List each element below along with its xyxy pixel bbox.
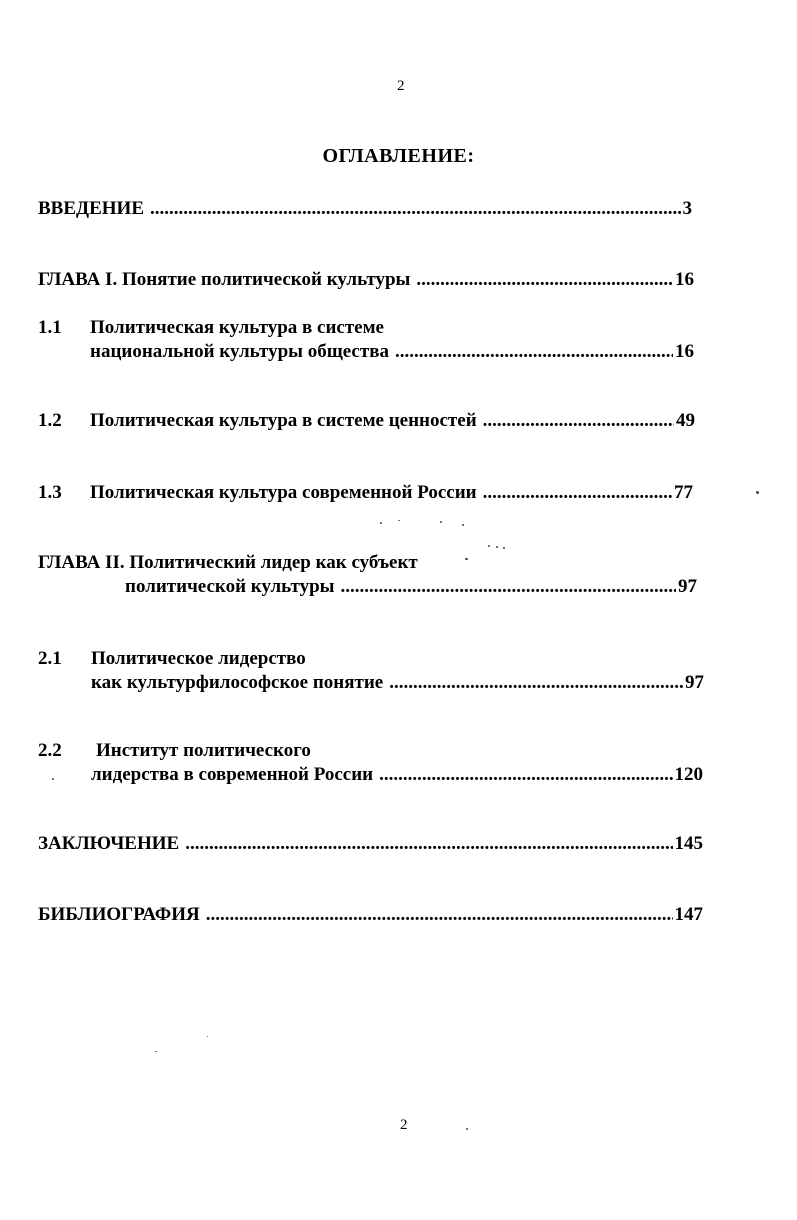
toc-entry-label: ЗАКЛЮЧЕНИЕ	[38, 833, 180, 854]
page-number-bottom: 2	[400, 1117, 408, 1133]
toc-entry-label: ГЛАВА I. Понятие политической культуры	[38, 269, 411, 290]
toc-entry-1-1[interactable]	[90, 340, 694, 364]
toc-entry-label: Политическая культура современной России	[90, 482, 477, 503]
toc-entry-page: 16	[675, 341, 694, 362]
toc-entry-number: 2.2	[38, 740, 62, 761]
toc-entry-2-2-first-line	[38, 739, 311, 763]
toc-entry-page: 77	[674, 482, 693, 503]
scan-speck	[496, 546, 498, 548]
toc-entry-number: 1.1	[38, 317, 62, 338]
scan-speck	[380, 522, 382, 524]
toc-entry-1-1-first-line	[38, 316, 384, 340]
scan-speck	[756, 491, 759, 494]
toc-entry-page: 147	[674, 904, 703, 925]
toc-leader-dots	[379, 763, 672, 787]
toc-leader-dots	[483, 409, 674, 433]
toc-entry-page: 49	[676, 410, 695, 431]
toc-leader-dots	[185, 832, 672, 856]
toc-entry-conclusion[interactable]	[38, 832, 703, 856]
toc-entry-number: 2.1	[38, 648, 62, 669]
toc-entry-page: 120	[674, 764, 703, 785]
scan-speck	[466, 1128, 468, 1130]
toc-entry-1-2[interactable]	[38, 409, 695, 433]
scan-speck	[155, 1051, 157, 1052]
toc-leader-dots	[389, 671, 683, 695]
toc-leader-dots	[206, 903, 673, 927]
toc-title: ОГЛАВЛЕНИЕ:	[322, 145, 475, 167]
scan-speck	[207, 1036, 208, 1037]
toc-entry-label: Политическое лидерство	[91, 648, 306, 669]
toc-entry-intro[interactable]	[38, 197, 692, 221]
toc-entry-label: Политическая культура в системе	[90, 317, 384, 338]
toc-entry-chapter-2[interactable]	[125, 575, 697, 599]
toc-entry-page: 3	[682, 198, 692, 219]
toc-leader-dots	[340, 575, 676, 599]
scan-speck	[488, 545, 490, 547]
toc-leader-dots	[416, 268, 673, 292]
toc-entry-bibliography[interactable]	[38, 903, 703, 927]
toc-entry-label: национальной культуры общества	[90, 341, 389, 362]
toc-entry-label: ГЛАВА II. Политический лидер как субъект	[38, 552, 418, 573]
toc-entry-number: 1.2	[38, 410, 62, 431]
toc-leader-dots	[483, 481, 672, 505]
toc-entry-number: 1.3	[38, 482, 62, 503]
toc-entry-label: ВВЕДЕНИЕ	[38, 198, 144, 219]
toc-leader-dots	[150, 197, 681, 221]
toc-entry-label: Институт политического	[96, 740, 311, 761]
toc-entry-chapter-2-first-line	[38, 551, 418, 575]
toc-entry-label: политической культуры	[125, 576, 335, 597]
scan-speck	[465, 558, 468, 560]
toc-entry-page: 16	[675, 269, 694, 290]
toc-entry-page: 145	[674, 833, 703, 854]
toc-entry-1-3[interactable]	[38, 481, 693, 505]
toc-entry-chapter-1[interactable]	[38, 268, 694, 292]
toc-entry-label: лидерства в современной России	[91, 764, 374, 785]
toc-entry-label: Политическая культура в системе ценностей	[90, 410, 477, 431]
scan-speck	[462, 524, 464, 526]
toc-entry-label: БИБЛИОГРАФИЯ	[38, 904, 200, 925]
toc-entry-label: как культурфилософское понятие	[91, 672, 384, 693]
toc-entry-2-1-first-line	[38, 647, 306, 671]
toc-entry-2-1[interactable]	[91, 671, 704, 695]
page-number-top: 2	[397, 78, 405, 94]
scan-speck	[398, 520, 400, 521]
toc-entry-page: 97	[685, 672, 704, 693]
scan-speck	[440, 521, 442, 523]
toc-leader-dots	[395, 340, 673, 364]
toc-entry-page: 97	[678, 576, 697, 597]
scan-speck	[503, 547, 505, 549]
toc-entry-2-2[interactable]	[91, 763, 703, 787]
scan-speck	[52, 778, 54, 780]
